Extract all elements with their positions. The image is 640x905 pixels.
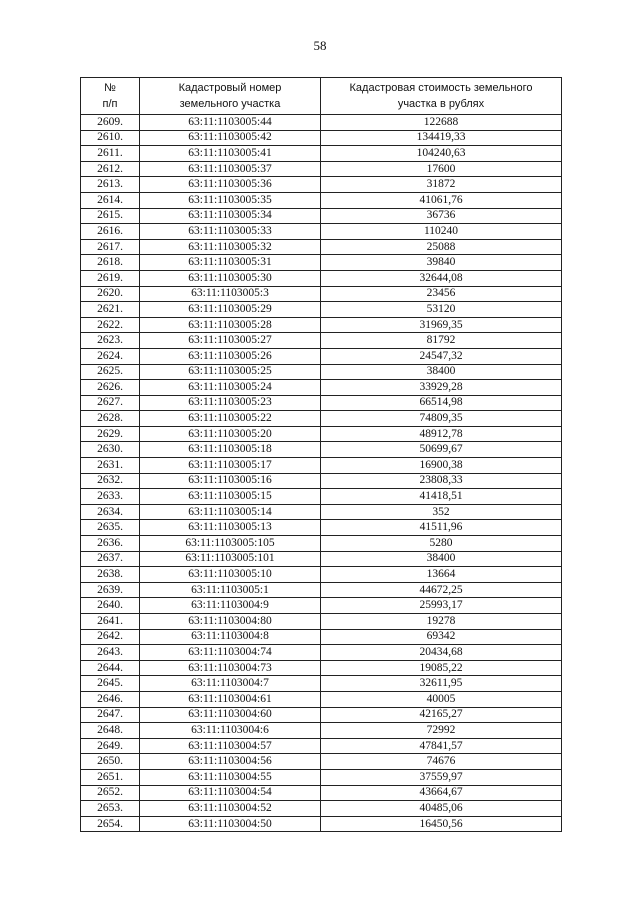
row-number-cell: 2636. bbox=[81, 536, 140, 552]
row-number-cell: 2635. bbox=[81, 520, 140, 536]
cadastral-number-cell: 63:11:1103005:26 bbox=[140, 348, 321, 364]
cadastral-value-cell: 122688 bbox=[321, 115, 562, 131]
table-row bbox=[81, 348, 562, 364]
cadastral-value-cell: 5280 bbox=[321, 536, 562, 552]
cadastral-value-cell: 41511,96 bbox=[321, 520, 562, 536]
table-row bbox=[81, 769, 562, 785]
cadastral-number-cell: 63:11:1103004:52 bbox=[140, 801, 321, 817]
table-row bbox=[81, 660, 562, 676]
cadastral-value-cell: 37559,97 bbox=[321, 769, 562, 785]
table-row bbox=[81, 614, 562, 630]
cadastral-value-cell: 36736 bbox=[321, 208, 562, 224]
table-row bbox=[81, 317, 562, 333]
table-row bbox=[81, 723, 562, 739]
row-number-cell: 2641. bbox=[81, 614, 140, 630]
row-number-cell: 2632. bbox=[81, 473, 140, 489]
table-row bbox=[81, 645, 562, 661]
cadastral-value-cell: 16900,38 bbox=[321, 458, 562, 474]
cadastral-number-cell: 63:11:1103005:34 bbox=[140, 208, 321, 224]
cadastral-value-cell: 43664,67 bbox=[321, 785, 562, 801]
cadastral-number-cell: 63:11:1103005:30 bbox=[140, 270, 321, 286]
cadastral-number-cell: 63:11:1103005:36 bbox=[140, 177, 321, 193]
row-number-cell: 2611. bbox=[81, 146, 140, 162]
table-row bbox=[81, 738, 562, 754]
table-row bbox=[81, 146, 562, 162]
table-row bbox=[81, 192, 562, 208]
cadastral-number-cell: 63:11:1103004:8 bbox=[140, 629, 321, 645]
cadastral-number-cell: 63:11:1103004:57 bbox=[140, 738, 321, 754]
table-row bbox=[81, 801, 562, 817]
cadastral-value-cell: 38400 bbox=[321, 551, 562, 567]
cadastral-value-cell: 23456 bbox=[321, 286, 562, 302]
row-number-cell: 2614. bbox=[81, 192, 140, 208]
cadastral-number-cell: 63:11:1103005:29 bbox=[140, 302, 321, 318]
cadastral-number-cell: 63:11:1103005:14 bbox=[140, 504, 321, 520]
row-number-cell: 2612. bbox=[81, 161, 140, 177]
row-number-cell: 2645. bbox=[81, 676, 140, 692]
cadastral-number-cell: 63:11:1103004:80 bbox=[140, 614, 321, 630]
cadastral-value-cell: 39840 bbox=[321, 255, 562, 271]
cadastral-number-cell: 63:11:1103004:6 bbox=[140, 723, 321, 739]
row-number-cell: 2627. bbox=[81, 395, 140, 411]
row-number-cell: 2620. bbox=[81, 286, 140, 302]
row-number-cell: 2653. bbox=[81, 801, 140, 817]
cadastral-number-cell: 63:11:1103005:28 bbox=[140, 317, 321, 333]
table-row bbox=[81, 598, 562, 614]
row-number-cell: 2622. bbox=[81, 317, 140, 333]
cadastral-value-cell: 81792 bbox=[321, 333, 562, 349]
table-row bbox=[81, 489, 562, 505]
row-number-cell: 2617. bbox=[81, 239, 140, 255]
table-row bbox=[81, 426, 562, 442]
row-number-cell: 2649. bbox=[81, 738, 140, 754]
cadastral-number-cell: 63:11:1103004:56 bbox=[140, 754, 321, 770]
table-row bbox=[81, 504, 562, 520]
cadastral-number-cell: 63:11:1103005:10 bbox=[140, 567, 321, 583]
cadastral-value-cell: 72992 bbox=[321, 723, 562, 739]
cadastral-value-cell: 19278 bbox=[321, 614, 562, 630]
cadastral-number-cell: 63:11:1103005:33 bbox=[140, 224, 321, 240]
table-row bbox=[81, 333, 562, 349]
row-number-cell: 2618. bbox=[81, 255, 140, 271]
cadastral-number-cell: 63:11:1103005:13 bbox=[140, 520, 321, 536]
row-number-cell: 2610. bbox=[81, 130, 140, 146]
cadastral-value-cell: 41061,76 bbox=[321, 192, 562, 208]
cadastral-number-cell: 63:11:1103005:41 bbox=[140, 146, 321, 162]
header-cadastral-value: Кадастровая стоимость земельного участка в рублях bbox=[321, 78, 562, 115]
cadastral-number-cell: 63:11:1103005:1 bbox=[140, 582, 321, 598]
cadastral-number-cell: 63:11:1103004:55 bbox=[140, 769, 321, 785]
cadastral-number-cell: 63:11:1103005:101 bbox=[140, 551, 321, 567]
row-number-cell: 2651. bbox=[81, 769, 140, 785]
cadastral-value-cell: 352 bbox=[321, 504, 562, 520]
cadastral-value-cell: 48912,78 bbox=[321, 426, 562, 442]
cadastral-value-cell: 17600 bbox=[321, 161, 562, 177]
cadastral-value-cell: 24547,32 bbox=[321, 348, 562, 364]
table-row bbox=[81, 536, 562, 552]
cadastral-number-cell: 63:11:1103005:27 bbox=[140, 333, 321, 349]
cadastral-number-cell: 63:11:1103005:24 bbox=[140, 380, 321, 396]
cadastral-value-cell: 40485,06 bbox=[321, 801, 562, 817]
table-row bbox=[81, 364, 562, 380]
cadastral-value-cell: 66514,98 bbox=[321, 395, 562, 411]
header-cadastral-number: Кадастровый номер земельного участка bbox=[140, 78, 321, 115]
cadastral-number-cell: 63:11:1103005:17 bbox=[140, 458, 321, 474]
cadastral-value-cell: 32644,08 bbox=[321, 270, 562, 286]
cadastral-number-cell: 63:11:1103005:37 bbox=[140, 161, 321, 177]
table-header-row bbox=[81, 78, 562, 115]
table-row bbox=[81, 473, 562, 489]
cadastral-value-cell: 19085,22 bbox=[321, 660, 562, 676]
table-row bbox=[81, 582, 562, 598]
cadastral-number-cell: 63:11:1103004:54 bbox=[140, 785, 321, 801]
table-row bbox=[81, 130, 562, 146]
page-number: 58 bbox=[313, 38, 327, 53]
table-row bbox=[81, 520, 562, 536]
cadastral-number-cell: 63:11:1103005:18 bbox=[140, 442, 321, 458]
table-row bbox=[81, 691, 562, 707]
cadastral-number-cell: 63:11:1103005:32 bbox=[140, 239, 321, 255]
table-row bbox=[81, 442, 562, 458]
table-body bbox=[81, 115, 562, 832]
row-number-cell: 2626. bbox=[81, 380, 140, 396]
cadastral-value-cell: 110240 bbox=[321, 224, 562, 240]
cadastral-value-cell: 25993,17 bbox=[321, 598, 562, 614]
table-row bbox=[81, 177, 562, 193]
row-number-cell: 2619. bbox=[81, 270, 140, 286]
cadastral-value-cell: 16450,56 bbox=[321, 816, 562, 832]
table-row bbox=[81, 224, 562, 240]
cadastral-value-cell: 31969,35 bbox=[321, 317, 562, 333]
table-row bbox=[81, 255, 562, 271]
cadastral-number-cell: 63:11:1103004:73 bbox=[140, 660, 321, 676]
cadastral-value-cell: 69342 bbox=[321, 629, 562, 645]
cadastral-value-cell: 74809,35 bbox=[321, 411, 562, 427]
row-number-cell: 2629. bbox=[81, 426, 140, 442]
row-number-cell: 2652. bbox=[81, 785, 140, 801]
cadastral-value-cell: 20434,68 bbox=[321, 645, 562, 661]
table-row bbox=[81, 302, 562, 318]
table-row bbox=[81, 270, 562, 286]
table-row bbox=[81, 411, 562, 427]
cadastral-value-cell: 50699,67 bbox=[321, 442, 562, 458]
cadastral-value-cell: 13664 bbox=[321, 567, 562, 583]
cadastral-value-cell: 53120 bbox=[321, 302, 562, 318]
row-number-cell: 2633. bbox=[81, 489, 140, 505]
table-row bbox=[81, 380, 562, 396]
table-row bbox=[81, 286, 562, 302]
cadastral-number-cell: 63:11:1103004:74 bbox=[140, 645, 321, 661]
table-row bbox=[81, 785, 562, 801]
cadastral-value-table bbox=[80, 77, 562, 832]
row-number-cell: 2638. bbox=[81, 567, 140, 583]
cadastral-number-cell: 63:11:1103005:31 bbox=[140, 255, 321, 271]
row-number-cell: 2623. bbox=[81, 333, 140, 349]
cadastral-value-cell: 41418,51 bbox=[321, 489, 562, 505]
table-row bbox=[81, 458, 562, 474]
cadastral-number-cell: 63:11:1103004:60 bbox=[140, 707, 321, 723]
row-number-cell: 2613. bbox=[81, 177, 140, 193]
row-number-cell: 2648. bbox=[81, 723, 140, 739]
cadastral-number-cell: 63:11:1103004:61 bbox=[140, 691, 321, 707]
cadastral-value-cell: 32611,95 bbox=[321, 676, 562, 692]
table-row bbox=[81, 707, 562, 723]
cadastral-value-cell: 25088 bbox=[321, 239, 562, 255]
table-row bbox=[81, 208, 562, 224]
row-number-cell: 2616. bbox=[81, 224, 140, 240]
cadastral-value-cell: 38400 bbox=[321, 364, 562, 380]
cadastral-number-cell: 63:11:1103005:16 bbox=[140, 473, 321, 489]
table-row bbox=[81, 816, 562, 832]
cadastral-value-cell: 31872 bbox=[321, 177, 562, 193]
cadastral-value-cell: 42165,27 bbox=[321, 707, 562, 723]
table-row bbox=[81, 395, 562, 411]
cadastral-value-cell: 104240,63 bbox=[321, 146, 562, 162]
row-number-cell: 2654. bbox=[81, 816, 140, 832]
table-row bbox=[81, 676, 562, 692]
cadastral-value-cell: 23808,33 bbox=[321, 473, 562, 489]
row-number-cell: 2609. bbox=[81, 115, 140, 131]
row-number-cell: 2646. bbox=[81, 691, 140, 707]
table-row bbox=[81, 239, 562, 255]
cadastral-value-cell: 33929,28 bbox=[321, 380, 562, 396]
cadastral-value-cell: 40005 bbox=[321, 691, 562, 707]
cadastral-number-cell: 63:11:1103005:20 bbox=[140, 426, 321, 442]
row-number-cell: 2624. bbox=[81, 348, 140, 364]
cadastral-number-cell: 63:11:1103004:7 bbox=[140, 676, 321, 692]
cadastral-number-cell: 63:11:1103005:35 bbox=[140, 192, 321, 208]
table-row bbox=[81, 629, 562, 645]
cadastral-number-cell: 63:11:1103005:15 bbox=[140, 489, 321, 505]
row-number-cell: 2650. bbox=[81, 754, 140, 770]
row-number-cell: 2628. bbox=[81, 411, 140, 427]
table-row bbox=[81, 161, 562, 177]
cadastral-number-cell: 63:11:1103005:105 bbox=[140, 536, 321, 552]
cadastral-number-cell: 63:11:1103005:23 bbox=[140, 395, 321, 411]
row-number-cell: 2643. bbox=[81, 645, 140, 661]
cadastral-number-cell: 63:11:1103005:25 bbox=[140, 364, 321, 380]
cadastral-value-cell: 134419,33 bbox=[321, 130, 562, 146]
table-row bbox=[81, 115, 562, 131]
row-number-cell: 2625. bbox=[81, 364, 140, 380]
row-number-cell: 2621. bbox=[81, 302, 140, 318]
cadastral-value-cell: 47841,57 bbox=[321, 738, 562, 754]
row-number-cell: 2630. bbox=[81, 442, 140, 458]
cadastral-value-cell: 74676 bbox=[321, 754, 562, 770]
table-row bbox=[81, 551, 562, 567]
table-row bbox=[81, 567, 562, 583]
cadastral-value-cell: 44672,25 bbox=[321, 582, 562, 598]
cadastral-number-cell: 63:11:1103004:50 bbox=[140, 816, 321, 832]
row-number-cell: 2634. bbox=[81, 504, 140, 520]
row-number-cell: 2615. bbox=[81, 208, 140, 224]
cadastral-number-cell: 63:11:1103005:42 bbox=[140, 130, 321, 146]
row-number-cell: 2639. bbox=[81, 582, 140, 598]
cadastral-number-cell: 63:11:1103005:22 bbox=[140, 411, 321, 427]
row-number-cell: 2647. bbox=[81, 707, 140, 723]
cadastral-number-cell: 63:11:1103005:3 bbox=[140, 286, 321, 302]
header-row-number: № п/п bbox=[81, 78, 140, 115]
cadastral-number-cell: 63:11:1103004:9 bbox=[140, 598, 321, 614]
row-number-cell: 2644. bbox=[81, 660, 140, 676]
table-row bbox=[81, 754, 562, 770]
row-number-cell: 2642. bbox=[81, 629, 140, 645]
cadastral-number-cell: 63:11:1103005:44 bbox=[140, 115, 321, 131]
row-number-cell: 2640. bbox=[81, 598, 140, 614]
row-number-cell: 2637. bbox=[81, 551, 140, 567]
row-number-cell: 2631. bbox=[81, 458, 140, 474]
